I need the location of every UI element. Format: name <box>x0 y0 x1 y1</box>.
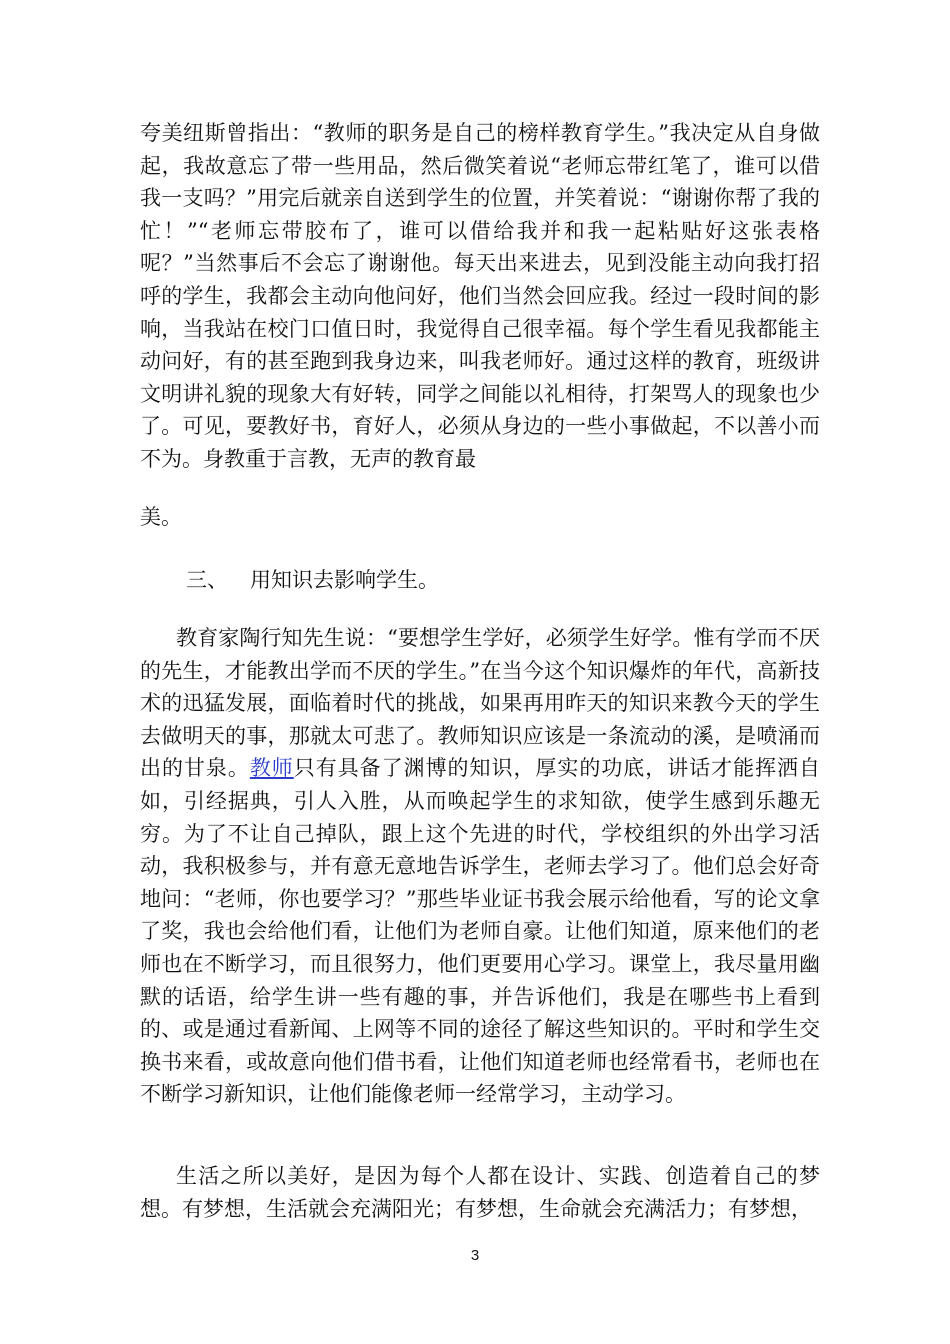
page-number: 3 <box>470 1247 480 1264</box>
body-paragraph <box>140 622 820 1138</box>
section-number: 三、 <box>186 568 228 592</box>
section-heading <box>186 564 786 596</box>
body-paragraph <box>140 1160 820 1230</box>
paragraph-text: 美。 <box>140 505 182 529</box>
paragraph-text: 生活之所以美好，是因为每个人都在设计、实践、创造着自己的梦想。有梦想，生活就会充满阳光；有梦想，生命就会充满活力；有梦想， <box>140 1164 820 1221</box>
body-paragraph-continuation <box>140 501 820 535</box>
section-title: 用知识去影响学生。 <box>250 568 439 592</box>
paragraph-text: 教育家陶行知先生说：“要想学生学好，必须学生好学。惟有学而不厌的先生，才能教出学而不厌的学生。”在当今这个知识爆炸的年代，高新技术的迅猛发展，面临着时代的挑战，如果再用昨天的知识来教今天的学生去做明天的事，那就太可悲了。教师知识应该是一条流动的溪，是喷涌而出的甘泉。 <box>140 626 820 781</box>
body-paragraph <box>140 117 820 477</box>
teacher-link[interactable]: 教师 <box>249 756 294 781</box>
paragraph-text: 只有具备了渊博的知识，厚实的功底，讲话才能挥洒自如，引经据典，引人入胜，从而唤起学生的求知欲，使学生感到乐趣无穷。为了不让自己掉队，跟上这个先进的时代，学校组织的外出学习活动，我积极参与，并有意无意地告诉学生，老师去学习了。他们总会好奇地问：“老师，你也要学习？”那些毕业证书我会展示给他看，写的论文拿了奖，我也会给他们看，让他们为老师自豪。让他们知道，原来他们的老师也在不断学习，而且很努力，他们更要用心学习。课堂上，我尽量用幽默的话语，给学生讲一些有趣的事，并告诉他们，我是在哪些书上看到的、或是通过看新闻、上网等不同的途径了解这些知识的。平时和学生交换书来看，或故意向他们借书看，让他们知道老师也经常看书，老师也在不断学习新知识，让他们能像老师一经常学习，主动学习。 <box>140 756 821 1107</box>
paragraph-text: 夸美纽斯曾指出：“教师的职务是自己的榜样教育学生。”我决定从自身做起，我故意忘了带一些用品，然后微笑着说“老师忘带红笔了，谁可以借我一支吗？”用完后就亲自送到学生的位置，并笑着说：“谢谢你帮了我的忙！”“老师忘带胶布了，谁可以借给我并和我一起粘贴好这张表格呢？”当然事后不会忘了谢谢他。每天出来进去，见到没能主动向我打招呼的学生，我都会主动向他问好，他们当然会回应我。经过一段时间的影响，当我站在校门口值日时，我觉得自己很幸福。每个学生看见我都能主动问好，有的甚至跑到我身边来，叫我老师好。通过这样的教育，班级讲文明讲礼貌的现象大有好转，同学之间能以礼相待，打架骂人的现象也少了。可见，要教好书，育好人，必须从身边的一些小事做起，不以善小而不为。身教重于言教，无声的教育最 <box>140 121 820 471</box>
